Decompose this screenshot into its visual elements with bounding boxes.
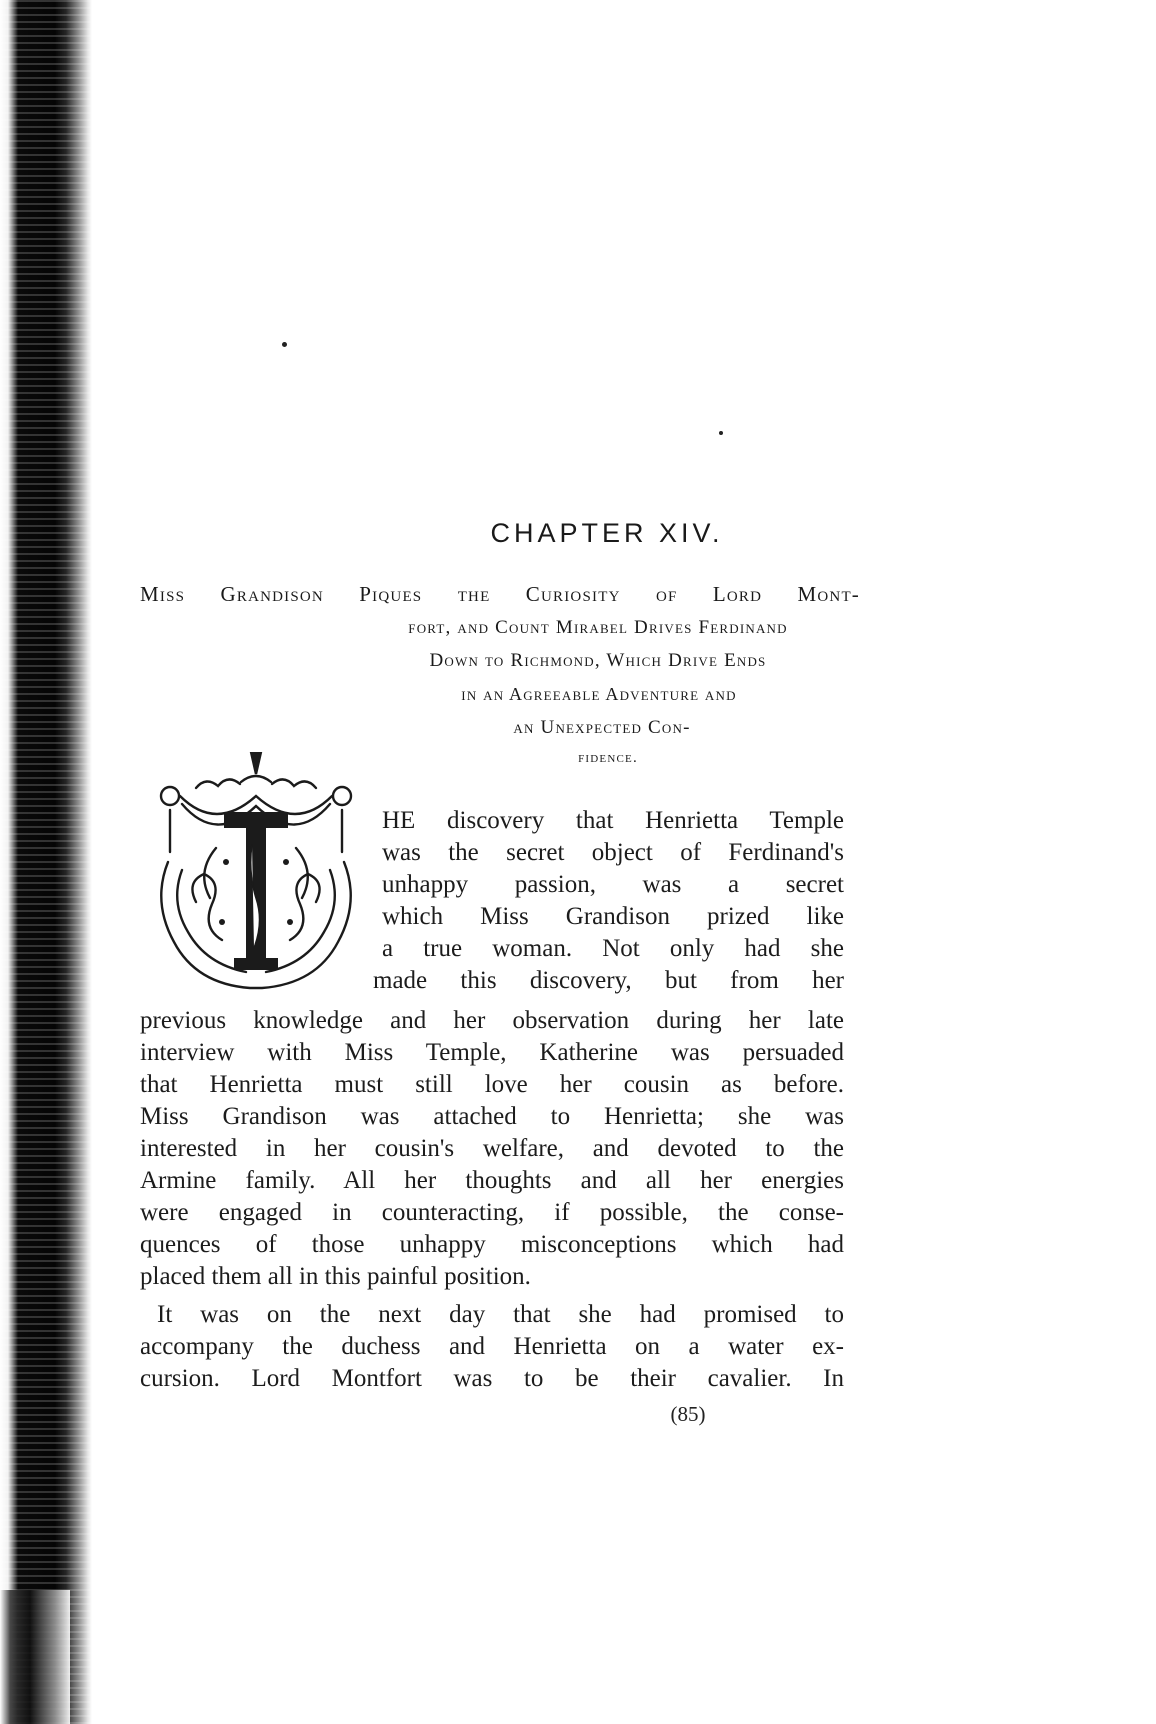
chapter-summary-line: in an Agreeable Adventure and	[461, 684, 737, 704]
body-line: cursion. Lord Montfort was to be their cavalier. In	[140, 1365, 844, 1392]
chapter-title: CHAPTER XIV.	[490, 518, 724, 548]
chapter-summary-line: Down to Richmond, Which Drive Ends	[429, 650, 767, 671]
chapter-summary-line: fidence.	[578, 750, 638, 766]
ink-speck	[282, 342, 287, 347]
body-line: interview with Miss Temple, Katherine was persuaded	[140, 1039, 844, 1066]
body-line: was the secret object of Ferdinand's	[382, 839, 844, 866]
body-line: Armine family. All her thoughts and all her energies	[140, 1167, 844, 1194]
body-line: HE discovery that Henrietta Temple	[382, 807, 844, 834]
body-line: accompany the duchess and Henrietta on a water ex-	[140, 1333, 844, 1360]
chapter-summary-line: fort, and Count Mirabel Drives Ferdinand	[408, 617, 788, 638]
ornamental-initial-t-icon	[156, 752, 366, 1012]
body-line: unhappy passion, was a secret	[382, 871, 844, 898]
body-line: interested in her cousin's welfare, and devoted to the	[140, 1135, 844, 1162]
body-line: made this discovery, but from her	[373, 967, 844, 994]
body-line: It was on the next day that she had promised to	[157, 1301, 844, 1328]
book-spine-shadow	[0, 0, 92, 1724]
body-line: placed them all in this painful position.	[140, 1263, 531, 1290]
body-line: that Henrietta must still love her cousin as before.	[140, 1071, 844, 1098]
body-line: a true woman. Not only had she	[382, 935, 844, 962]
body-line: quences of those unhappy misconceptions which had	[140, 1231, 844, 1258]
chapter-summary-line: an Unexpected Con-	[513, 717, 691, 738]
ink-speck	[719, 431, 723, 435]
body-line: were engaged in counteracting, if possible, the conse-	[140, 1199, 844, 1226]
book-spine-corner	[0, 1590, 70, 1724]
body-line: which Miss Grandison prized like	[382, 903, 844, 930]
page-number: (85)	[670, 1402, 706, 1426]
body-line: Miss Grandison was attached to Henrietta; she was	[140, 1103, 844, 1130]
chapter-summary-line: Miss Grandison Piques the Curiosity of Lord Mont-	[140, 582, 860, 606]
body-line: previous knowledge and her observation during her late	[140, 1007, 844, 1034]
